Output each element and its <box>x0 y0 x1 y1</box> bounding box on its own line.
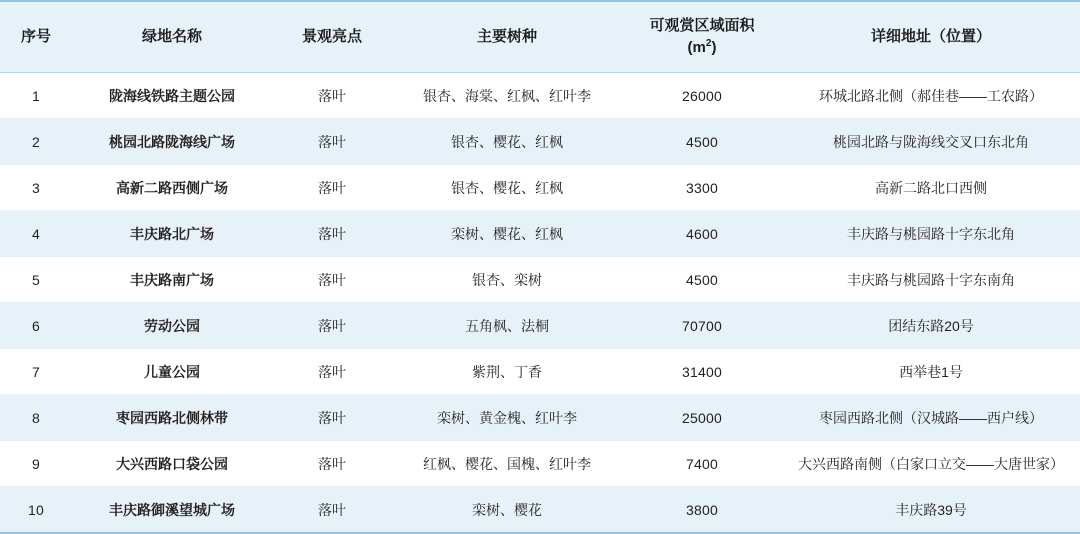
cell-species: 五角枫、法桐 <box>392 303 622 349</box>
cell-highlight: 落叶 <box>272 257 392 303</box>
cell-name: 丰庆路北广场 <box>72 211 272 257</box>
cell-area: 3800 <box>622 487 782 534</box>
table-row <box>0 487 1080 534</box>
cell-index: 4 <box>0 211 72 257</box>
cell-address: 枣园西路北侧（汉城路——西户线） <box>782 395 1080 441</box>
cell-area: 31400 <box>622 349 782 395</box>
column-header-area-unit-sup: 2 <box>705 37 712 49</box>
table-row <box>0 303 1080 349</box>
table-row <box>0 165 1080 211</box>
cell-name: 桃园北路陇海线广场 <box>72 119 272 165</box>
cell-name: 陇海线铁路主题公园 <box>72 73 272 119</box>
cell-address: 丰庆路与桃园路十字东北角 <box>782 211 1080 257</box>
table-row <box>0 119 1080 165</box>
cell-name: 大兴西路口袋公园 <box>72 441 272 487</box>
cell-highlight: 落叶 <box>272 119 392 165</box>
cell-address: 丰庆路39号 <box>782 487 1080 534</box>
cell-species: 红枫、樱花、国槐、红叶李 <box>392 441 622 487</box>
table-row <box>0 257 1080 303</box>
cell-area: 7400 <box>622 441 782 487</box>
cell-index: 1 <box>0 73 72 119</box>
cell-name: 枣园西路北侧林带 <box>72 395 272 441</box>
column-header-area <box>622 1 782 73</box>
table-header-row <box>0 1 1080 73</box>
table-row <box>0 211 1080 257</box>
cell-address: 环城北路北侧（郝佳巷——工农路） <box>782 73 1080 119</box>
table-row <box>0 441 1080 487</box>
cell-species: 栾树、黄金槐、红叶李 <box>392 395 622 441</box>
column-header-species: 主要树种 <box>392 1 622 73</box>
table-header <box>0 1 1080 73</box>
cell-name: 儿童公园 <box>72 349 272 395</box>
cell-highlight: 落叶 <box>272 165 392 211</box>
cell-highlight: 落叶 <box>272 211 392 257</box>
cell-index: 7 <box>0 349 72 395</box>
table-body <box>0 73 1080 534</box>
cell-index: 6 <box>0 303 72 349</box>
cell-address: 丰庆路与桃园路十字东南角 <box>782 257 1080 303</box>
column-header-area-unit-suffix: ) <box>711 38 717 56</box>
cell-index: 2 <box>0 119 72 165</box>
cell-species: 银杏、栾树 <box>392 257 622 303</box>
column-header-area-unit-prefix: (m <box>687 38 706 56</box>
cell-area: 26000 <box>622 73 782 119</box>
cell-highlight: 落叶 <box>272 73 392 119</box>
cell-species: 紫荆、丁香 <box>392 349 622 395</box>
cell-index: 5 <box>0 257 72 303</box>
cell-index: 8 <box>0 395 72 441</box>
cell-species: 栾树、樱花 <box>392 487 622 534</box>
column-header-highlight: 景观亮点 <box>272 1 392 73</box>
cell-species: 栾树、樱花、红枫 <box>392 211 622 257</box>
cell-name: 丰庆路御溪望城广场 <box>72 487 272 534</box>
column-header-area-line1: 可观赏区域面积 <box>649 17 755 35</box>
cell-area: 25000 <box>622 395 782 441</box>
cell-species: 银杏、樱花、红枫 <box>392 119 622 165</box>
cell-index: 9 <box>0 441 72 487</box>
cell-index: 3 <box>0 165 72 211</box>
cell-area: 3300 <box>622 165 782 211</box>
cell-species: 银杏、海棠、红枫、红叶李 <box>392 73 622 119</box>
cell-index: 10 <box>0 487 72 534</box>
cell-highlight: 落叶 <box>272 441 392 487</box>
cell-species: 银杏、樱花、红枫 <box>392 165 622 211</box>
cell-area: 4500 <box>622 257 782 303</box>
cell-address: 高新二路北口西侧 <box>782 165 1080 211</box>
table-row <box>0 73 1080 119</box>
cell-address: 团结东路20号 <box>782 303 1080 349</box>
cell-name: 高新二路西侧广场 <box>72 165 272 211</box>
cell-name: 丰庆路南广场 <box>72 257 272 303</box>
column-header-address: 详细地址（位置） <box>782 1 1080 73</box>
cell-area: 4500 <box>622 119 782 165</box>
cell-address: 西举巷1号 <box>782 349 1080 395</box>
cell-area: 4600 <box>622 211 782 257</box>
cell-name: 劳动公园 <box>72 303 272 349</box>
cell-highlight: 落叶 <box>272 349 392 395</box>
column-header-name: 绿地名称 <box>72 1 272 73</box>
cell-area: 70700 <box>622 303 782 349</box>
cell-highlight: 落叶 <box>272 487 392 534</box>
table-row <box>0 395 1080 441</box>
cell-address: 大兴西路南侧（白家口立交——大唐世家） <box>782 441 1080 487</box>
cell-address: 桃园北路与陇海线交叉口东北角 <box>782 119 1080 165</box>
cell-highlight: 落叶 <box>272 395 392 441</box>
column-header-index: 序号 <box>0 1 72 73</box>
table-row <box>0 349 1080 395</box>
cell-highlight: 落叶 <box>272 303 392 349</box>
